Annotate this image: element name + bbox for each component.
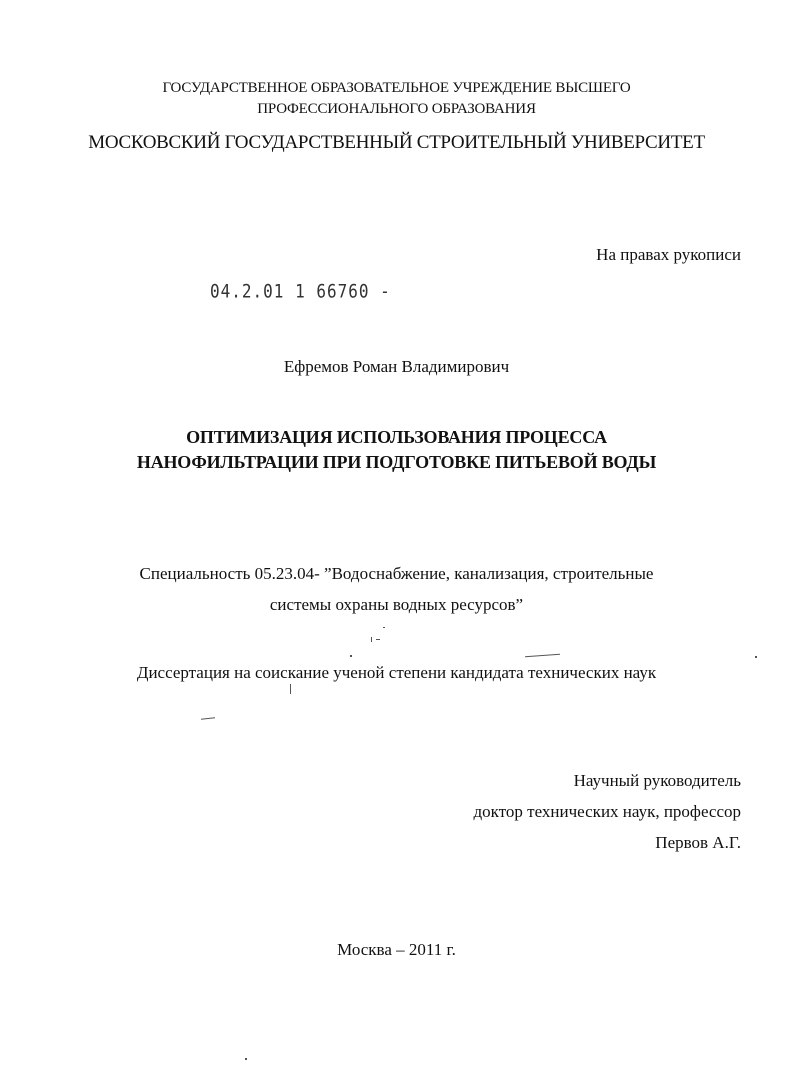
scan-speck	[755, 656, 757, 658]
dissertation-title-line-2: НАНОФИЛЬТРАЦИИ ПРИ ПОДГОТОВКЕ ПИТЬЕВОЙ ВОДЫ	[136, 452, 657, 472]
author-name: Ефремов Роман Владимирович	[283, 357, 510, 376]
supervisor-role: Научный руководитель	[573, 771, 741, 790]
scan-speck	[383, 627, 385, 628]
scan-speck	[201, 717, 215, 719]
scan-speck	[290, 684, 291, 694]
dissertation-title-line-1: ОПТИМИЗАЦИЯ ИСПОЛЬЗОВАНИЯ ПРОЦЕССА	[186, 427, 607, 447]
scan-speck	[525, 654, 560, 657]
scan-speck	[371, 637, 372, 642]
scan-speck	[350, 655, 352, 657]
manuscript-note: На правах рукописи	[596, 245, 741, 264]
registration-stamp: 04.2.01 1 66760 -	[210, 280, 391, 302]
scan-speck	[245, 1058, 247, 1060]
university-name: МОСКОВСКИЙ ГОСУДАРСТВЕННЫЙ СТРОИТЕЛЬНЫЙ УНИВЕРСИТЕТ	[88, 132, 705, 153]
scan-speck	[376, 639, 380, 640]
supervisor-credentials: доктор технических наук, профессор	[473, 802, 741, 821]
degree-statement: Диссертация на соискание ученой степени кандидата технических наук	[136, 663, 657, 682]
specialty-line-2: системы охраны водных ресурсов”	[269, 595, 524, 614]
place-and-year: Москва – 2011 г.	[337, 940, 456, 959]
supervisor-name: Первов А.Г.	[655, 833, 741, 852]
institution-type-line-1: ГОСУДАРСТВЕННОЕ ОБРАЗОВАТЕЛЬНОЕ УЧРЕЖДЕНИЕ ВЫСШЕГО	[162, 80, 631, 96]
institution-type-line-2: ПРОФЕССИОНАЛЬНОГО ОБРАЗОВАНИЯ	[257, 101, 536, 117]
specialty-line-1: Специальность 05.23.04- ”Водоснабжение, канализация, строительные	[139, 564, 654, 583]
